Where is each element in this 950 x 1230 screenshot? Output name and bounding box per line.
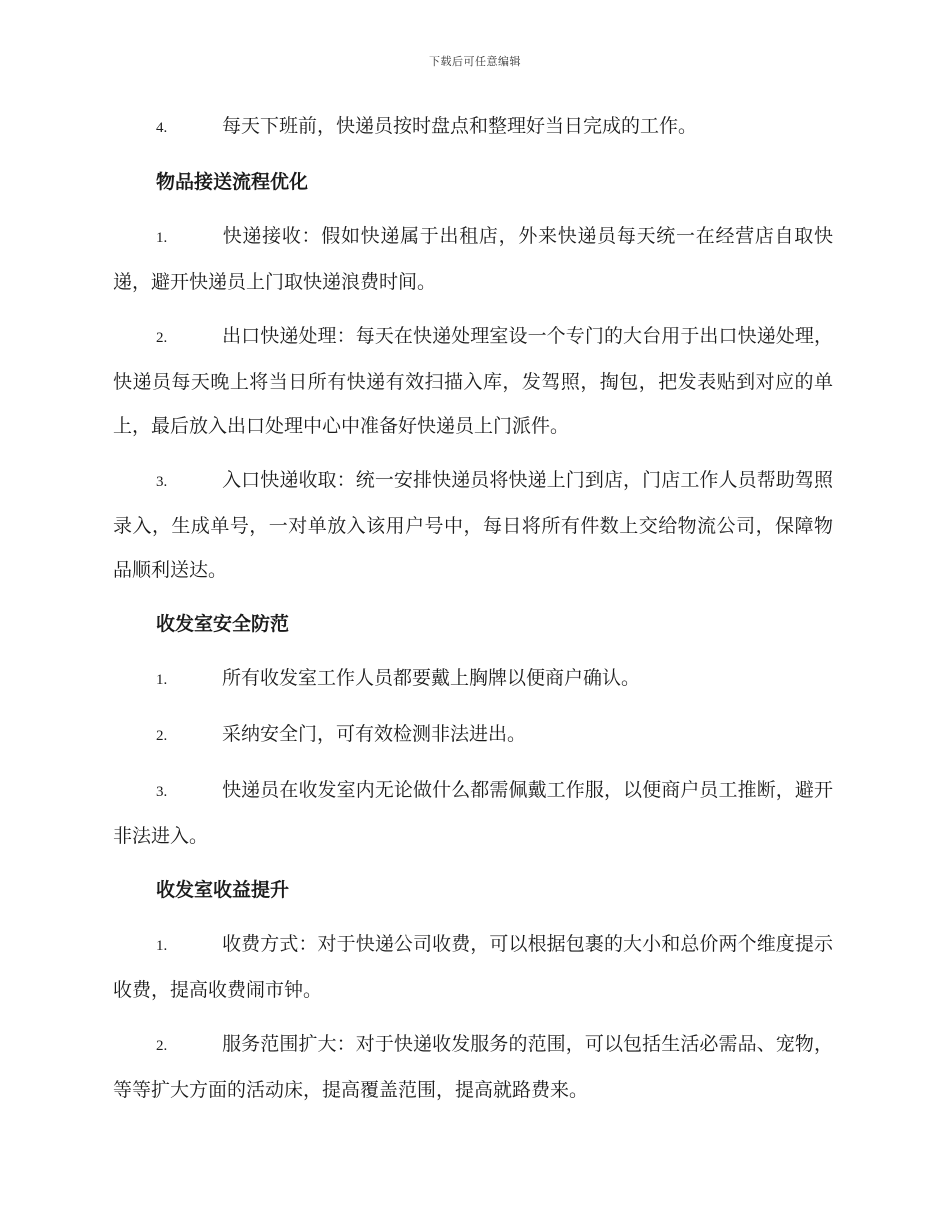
list-item-number: 1.	[156, 672, 168, 688]
list-item	[113, 214, 833, 304]
section-heading: 收发室安全防范	[156, 613, 290, 635]
list-item	[113, 656, 833, 702]
section-heading: 物品接送流程优化	[156, 171, 309, 193]
list-item-number: 1.	[156, 938, 168, 954]
list-item	[113, 458, 833, 592]
list-item	[113, 922, 833, 1012]
list-item-text: 每天下班前，快递员按时盘点和整理好当日完成的工作。	[222, 115, 698, 137]
list-item-number: 3.	[156, 474, 168, 490]
list-item-number: 3.	[156, 784, 168, 800]
list-item-text: 采纳安全门，可有效检测非法进出。	[222, 723, 527, 745]
list-item	[113, 712, 833, 758]
section-heading: 收发室收益提升	[156, 879, 290, 901]
list-item	[113, 314, 833, 448]
list-item-text: 所有收发室工作人员都要戴上胸牌以便商户确认。	[222, 667, 641, 689]
list-item	[113, 1022, 833, 1112]
list-item-text: 入口快递收取：统一安排快递员将快递上门到店，门店工作人员帮助驾照录入，生成单号，一对单放入该用户号中，每日将所有件数上交给物流公司，保障物品顺利送达。	[113, 469, 833, 581]
list-item-text: 收费方式：对于快递公司收费，可以根据包裹的大小和总价两个维度提示收费，提高收费闹市钟。	[113, 933, 833, 1001]
list-item-number: 2.	[156, 1038, 168, 1054]
list-item-text: 快递员在收发室内无论做什么都需佩戴工作服，以便商户员工推断，避开非法进入。	[113, 779, 833, 847]
document-body	[113, 104, 833, 1122]
page-header: 下载后可任意编辑	[429, 55, 521, 68]
list-item-number: 2.	[156, 728, 168, 744]
list-item-text: 出口快递处理：每天在快递处理室设一个专门的大台用于出口快递处理，快递员每天晚上将当日所有快递有效扫描入库，发驾照，掏包，把发表贴到对应的单上，最后放入出口处理中心中准备好快递员上门派件。	[113, 325, 833, 437]
list-item-number: 1.	[156, 230, 168, 246]
list-item	[113, 768, 833, 858]
list-item-number: 2.	[156, 330, 168, 346]
list-item-number: 4.	[156, 120, 168, 136]
list-item	[113, 104, 833, 150]
list-item-text: 服务范围扩大：对于快递收发服务的范围，可以包括生活必需品、宠物，等等扩大方面的活动床，提高覆盖范围，提高就路费来。	[113, 1033, 833, 1101]
list-item-text: 快递接收：假如快递属于出租店，外来快递员每天统一在经营店自取快递，避开快递员上门取快递浪费时间。	[113, 225, 833, 293]
